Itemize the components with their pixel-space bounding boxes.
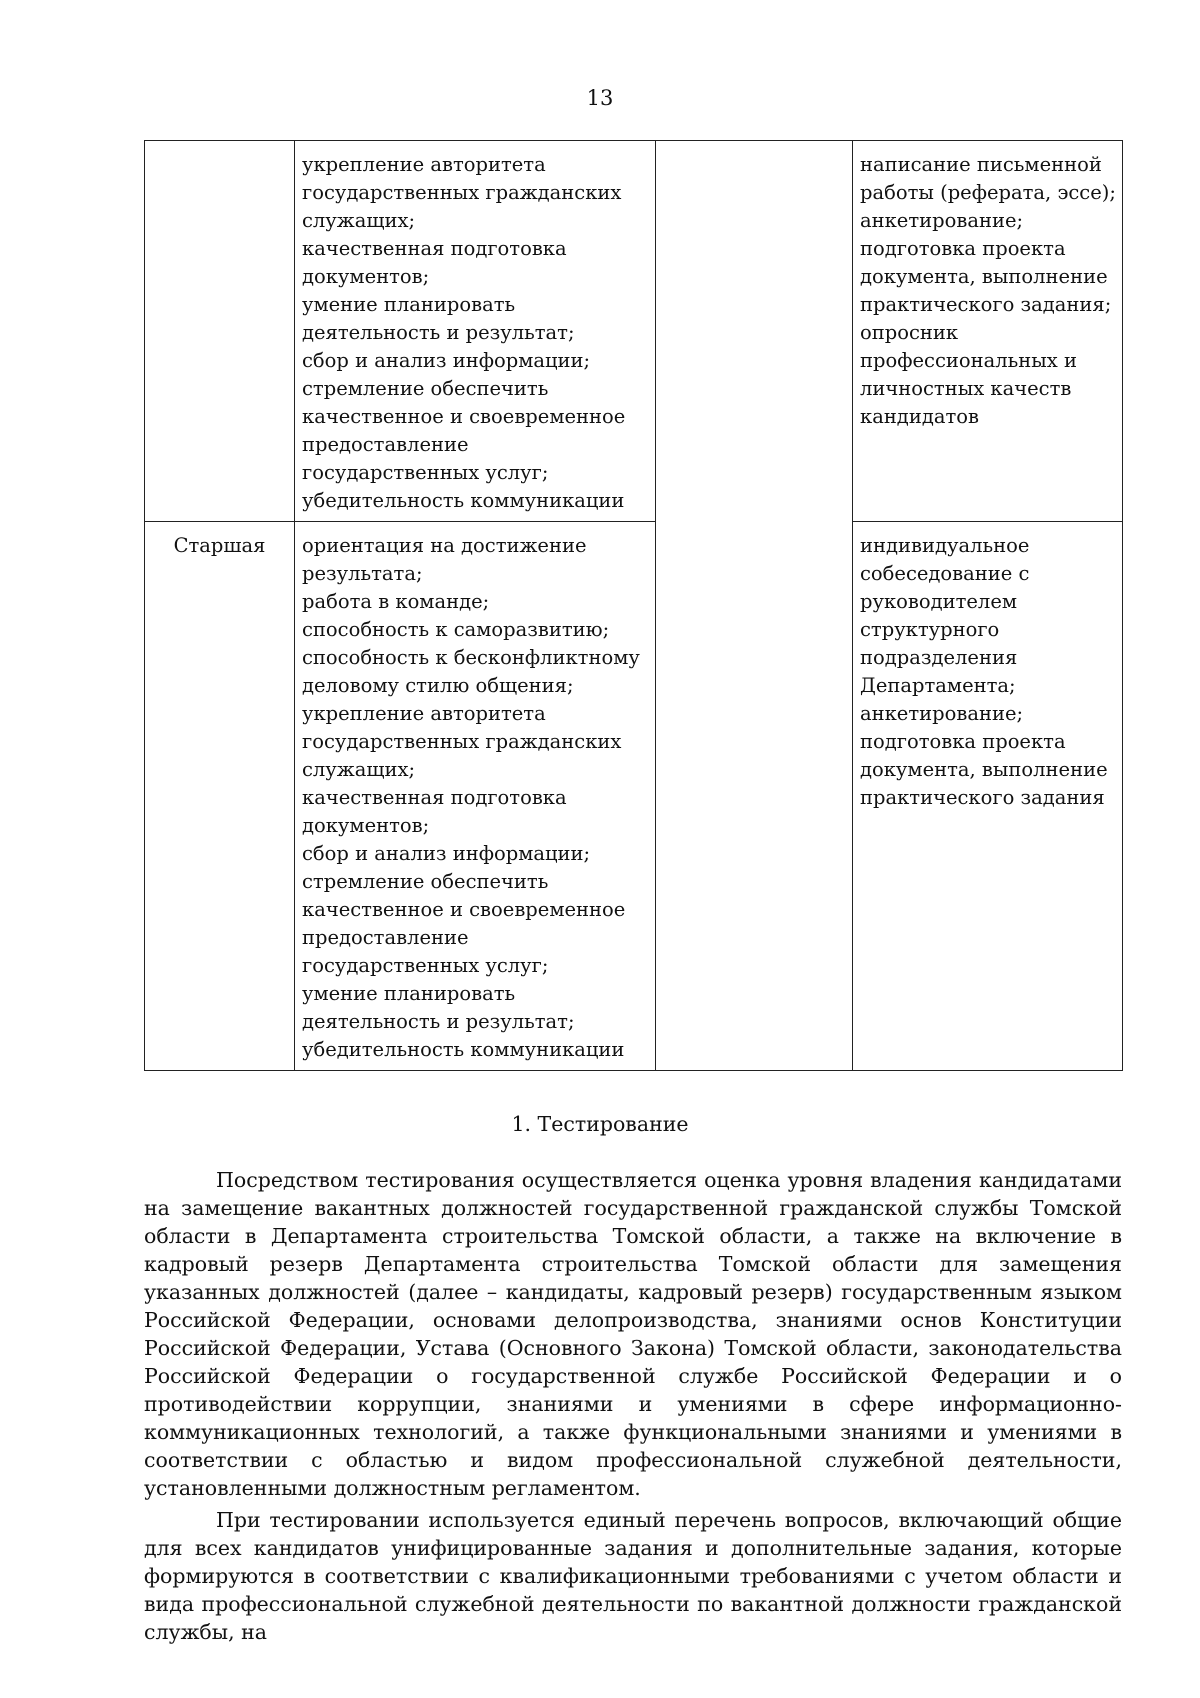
list-item: служащих; <box>302 209 416 232</box>
paragraph: При тестировании используется единый перечень вопросов, включающий общие для всех кандидатов унифицированные задания и дополнительные задания, которые формируются в соответствии с квалификационными требованиями с учетом области и вида профессиональной служебной деятельности по вакантной должности гражданской службы, на <box>144 1508 1122 1644</box>
list-item: документа, выполнение <box>860 758 1108 781</box>
list-item: государственных услуг; <box>302 461 549 484</box>
list-item: работа в команде; <box>302 590 490 613</box>
list-item: способность к бесконфликтному <box>302 646 640 669</box>
methods-cell <box>853 141 1123 522</box>
methods-list <box>860 532 1115 812</box>
list-item: умение планировать <box>302 293 516 316</box>
list-item: государственных гражданских <box>302 730 622 753</box>
list-item: деятельность и результат; <box>302 321 575 344</box>
list-item: практического задания <box>860 786 1105 809</box>
list-item: структурного <box>860 618 1000 641</box>
list-item: документа, выполнение <box>860 265 1108 288</box>
list-item: качественная подготовка <box>302 786 567 809</box>
list-item: анкетирование; <box>860 702 1024 725</box>
list-item: качественное и своевременное <box>302 898 626 921</box>
list-item: собеседование с <box>860 562 1030 585</box>
list-item: ориентация на достижение <box>302 534 587 557</box>
section-heading: 1. Тестирование <box>511 1112 689 1136</box>
list-item: способность к саморазвитию; <box>302 618 610 641</box>
list-item: государственных гражданских <box>302 181 622 204</box>
list-item: Департамента; <box>860 674 1016 697</box>
list-item: сбор и анализ информации; <box>302 842 591 865</box>
list-item: стремление обеспечить <box>302 377 549 400</box>
list-item: умение планировать <box>302 982 516 1005</box>
list-item: деловому стилю общения; <box>302 674 574 697</box>
list-item: индивидуальное <box>860 534 1030 557</box>
page-number: 13 <box>586 86 614 110</box>
group-cell <box>145 141 295 522</box>
list-item: предоставление <box>302 926 469 949</box>
list-item: подразделения <box>860 646 1018 669</box>
table-row <box>145 522 1123 1071</box>
list-item: убедительность коммуникации <box>302 1038 625 1061</box>
list-item: написание письменной <box>860 153 1102 176</box>
competencies-cell <box>295 141 656 522</box>
list-item: качественная подготовка <box>302 237 567 260</box>
competencies-cell <box>295 522 656 1071</box>
list-item: кандидатов <box>860 405 979 428</box>
competencies-list <box>302 532 648 1064</box>
list-item: работы (реферата, эссе); <box>860 181 1116 204</box>
merged-empty-cell <box>656 141 853 1071</box>
list-item: подготовка проекта <box>860 730 1066 753</box>
paragraph: Посредством тестирования осуществляется оценка уровня владения кандидатами на замещение вакантных должностей государственной гражданской службы Томской области в Департамента строительства Томской области, а также на включение в кадровый резерв Департамента строительства Томской области для замещения указанных должностей (далее – кандидаты, кадровый резерв) государственным языком Российской Федерации, основами делопроизводства, знаниями основ Конституции Российской Федерации, Устава (Основного Закона) Томской области, законодательства Российской Федерации о государственной службе Российской Федерации и о противодействии коррупции, знаниями и умениями в сфере информационно-коммуникационных технологий, а также функциональными знаниями и умениями в соответствии с областью и видом профессиональной служебной деятельности, установленными должностным регламентом. <box>144 1168 1122 1500</box>
list-item: укрепление авторитета <box>302 153 546 176</box>
list-item: деятельность и результат; <box>302 1010 575 1033</box>
list-item: руководителем <box>860 590 1018 613</box>
list-item: государственных услуг; <box>302 954 549 977</box>
list-item: сбор и анализ информации; <box>302 349 591 372</box>
list-item: качественное и своевременное <box>302 405 626 428</box>
list-item: предоставление <box>302 433 469 456</box>
list-item: документов; <box>302 265 430 288</box>
competency-table <box>144 140 1123 1071</box>
methods-list <box>860 151 1115 431</box>
section-body <box>144 1166 1122 1650</box>
list-item: убедительность коммуникации <box>302 489 625 512</box>
list-item: результата; <box>302 562 423 585</box>
methods-cell <box>853 522 1123 1071</box>
list-item: анкетирование; <box>860 209 1024 232</box>
list-item: стремление обеспечить <box>302 870 549 893</box>
list-item: укрепление авторитета <box>302 702 546 725</box>
group-cell: Старшая <box>145 522 295 1071</box>
list-item: документов; <box>302 814 430 837</box>
competencies-list <box>302 151 648 515</box>
list-item: подготовка проекта <box>860 237 1066 260</box>
list-item: практического задания; <box>860 293 1112 316</box>
list-item: личностных качеств <box>860 377 1072 400</box>
table-row <box>145 141 1123 522</box>
list-item: служащих; <box>302 758 416 781</box>
list-item: опросник <box>860 321 959 344</box>
list-item: профессиональных и <box>860 349 1077 372</box>
